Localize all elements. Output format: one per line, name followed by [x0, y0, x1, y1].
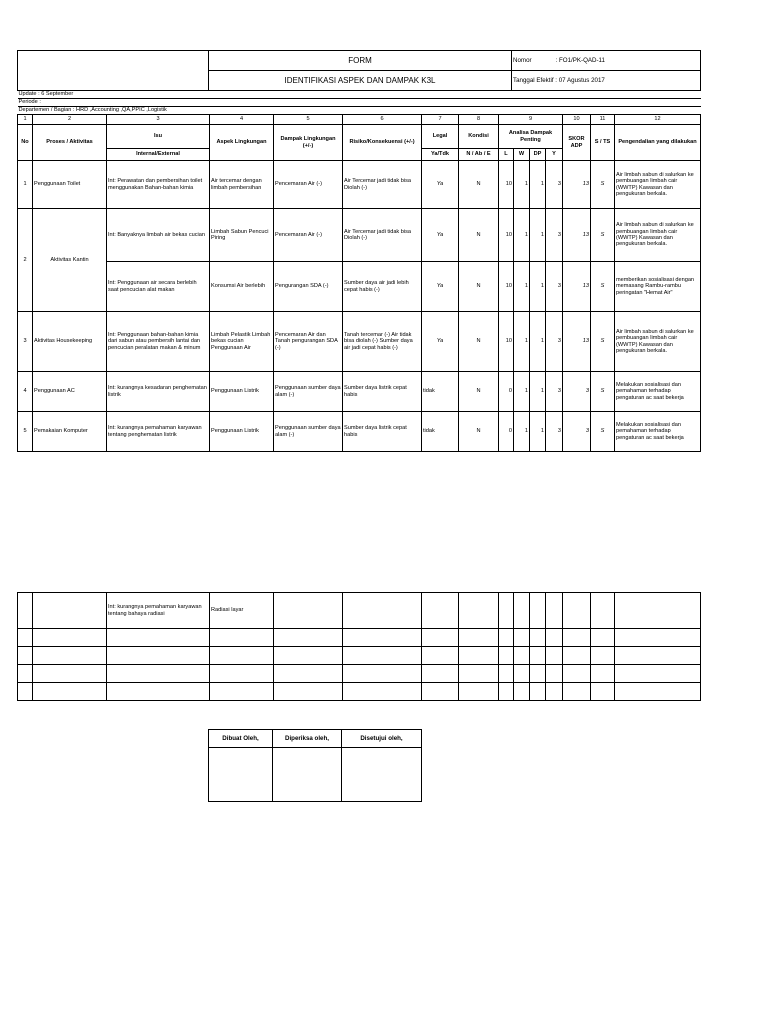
document-title: IDENTIFIKASI ASPEK DAN DAMPAK K3L — [209, 71, 512, 91]
cell-risiko: Sumber daya air jadi lebih cepat habis (-) — [343, 262, 422, 312]
table-row — [18, 683, 701, 701]
cell-aspek: Penggunaan Listrik — [210, 412, 274, 452]
cell-risiko: Sumber daya listrik cepat habis — [343, 372, 422, 412]
cell-aspek: Air tercemar dengan limbah pembersihan — [210, 161, 274, 209]
cell-W: 1 — [514, 209, 530, 262]
cell-legal: Ya — [422, 209, 459, 262]
cell-L: 10 — [499, 161, 514, 209]
cell-W: 1 — [514, 161, 530, 209]
logo-area — [18, 51, 209, 91]
cell-aspek: Penggunaan Listrik — [210, 372, 274, 412]
diperiksa-label: Diperiksa oleh, — [273, 730, 342, 748]
cell-kondisi: N — [459, 372, 499, 412]
cell-DP: 1 — [530, 412, 546, 452]
cell-DP: 1 — [530, 209, 546, 262]
table-row — [18, 262, 701, 312]
cell-isu: Int: Penggunaan air secara berlebih saat pencucian alat makan — [107, 262, 210, 312]
cell-proses: Penggunaan Toilet — [33, 161, 107, 209]
cell-W: 1 — [514, 412, 530, 452]
header-dampak: Dampak Lingkungan (+/-) — [274, 125, 343, 161]
col-number: 6 — [343, 115, 422, 125]
cell-pengendalian: Melakukan sosialisasi dan pemahaman terhadap pengaturan ac saat bekerja — [615, 412, 701, 452]
table-row — [18, 629, 701, 647]
cell-Y: 3 — [546, 412, 563, 452]
cell-aspek: Limbah Sabun Pencuci Piring — [210, 209, 274, 262]
header-proses: Proses / Aktivitas — [33, 125, 107, 161]
table-row — [18, 372, 701, 412]
cell-L: 10 — [499, 209, 514, 262]
cell-legal: tidak — [422, 412, 459, 452]
col-number: 7 — [422, 115, 459, 125]
col-number: 2 — [33, 115, 107, 125]
cell-skor: 13 — [563, 262, 591, 312]
table-row — [18, 209, 701, 262]
cell-pengendalian: memberikan sosialisasi dengan memasang Rambu-rambu peringatan "Hemat Air" — [615, 262, 701, 312]
cell-L: 0 — [499, 372, 514, 412]
cell-proses: Penggunaan AC — [33, 372, 107, 412]
cell-skor: 13 — [563, 209, 591, 262]
cell-dampak: Pencemaran Air (-) — [274, 209, 343, 262]
nomor-cell — [512, 51, 701, 71]
cell-proses: Aktivitas Kantin — [33, 209, 107, 312]
header-W: W — [514, 149, 530, 161]
disetujui-label: Disetujui oleh, — [342, 730, 422, 748]
cell-no: 3 — [18, 312, 33, 372]
header-analisa: Analisa Dampak Penting — [499, 125, 563, 149]
table-row — [18, 161, 701, 209]
table-row — [18, 412, 701, 452]
cell-pengendalian: Melakukan sosialisasi dan pemahaman terhadap pengaturan ac saat bekerja — [615, 372, 701, 412]
cell-skor: 3 — [563, 372, 591, 412]
aspect-impact-table — [17, 90, 701, 452]
cell-st: S — [591, 262, 615, 312]
cell-aspek: Konsumsi Air berlebih — [210, 262, 274, 312]
signature-box — [208, 729, 422, 802]
dibuat-signature — [209, 748, 273, 802]
header-no: No — [18, 125, 33, 161]
periode-line: Periode : — [18, 99, 701, 107]
header-legal: Legal — [422, 125, 459, 149]
cell-legal: tidak — [422, 372, 459, 412]
nomor-label: Nomor — [513, 57, 532, 64]
header-isu-sub: Internal/External — [107, 149, 210, 161]
cell-st: S — [591, 161, 615, 209]
cell-skor: 3 — [563, 412, 591, 452]
cell-kondisi: N — [459, 209, 499, 262]
table-row — [18, 312, 701, 372]
header-legal-sub: Ya/Tdk — [422, 149, 459, 161]
dibuat-label: Dibuat Oleh, — [209, 730, 273, 748]
cell-Y: 3 — [546, 209, 563, 262]
cell-dampak: Pencemaran Air dan Tanah pengurangan SDA (-) — [274, 312, 343, 372]
cell-proses: Pemakaian Komputer — [33, 412, 107, 452]
cell-skor: 13 — [563, 312, 591, 372]
cell-dampak: Penggunaan sumber daya alam (-) — [274, 412, 343, 452]
cell-L: 10 — [499, 312, 514, 372]
cell-pengendalian: Air limbah sabun di salurkan ke pembuangan limbah cair (WWTP) Kawasan dan pengukuran berkala. — [615, 161, 701, 209]
cell-DP: 1 — [530, 161, 546, 209]
tanggal-efektif: Tanggal Efektif : 07 Agustus 2017 — [512, 71, 701, 91]
cell-Y: 3 — [546, 312, 563, 372]
cell-kondisi: N — [459, 161, 499, 209]
cell-L: 10 — [499, 262, 514, 312]
col-number: 12 — [615, 115, 701, 125]
col-number: 5 — [274, 115, 343, 125]
cell-isu: Int: kurangnya kesadaran penghematan listrik — [107, 372, 210, 412]
cell-isu: Int: kurangnya pemahaman karyawan tentang penghematan listrik — [107, 412, 210, 452]
cell-dampak: Penggunaan sumber daya alam (-) — [274, 372, 343, 412]
cell-isu: Int: Banyaknya limbah air bekas cucian — [107, 209, 210, 262]
cell-risiko: Sumber daya listrik cepat habis — [343, 412, 422, 452]
cell-DP: 1 — [530, 262, 546, 312]
cell-pengendalian: Air limbah sabun di salurkan ke pembuangan limbah cair (WWTP) Kawasan dan pengukuran berkala. — [615, 209, 701, 262]
cell-W: 1 — [514, 262, 530, 312]
cell-skor: 13 — [563, 161, 591, 209]
cell-kondisi: N — [459, 262, 499, 312]
form-header — [17, 50, 701, 91]
cell-st: S — [591, 209, 615, 262]
header-pengendalian: Pengendalian yang dilakukan — [615, 125, 701, 161]
cell-dampak: Pencemaran Air (-) — [274, 161, 343, 209]
col-number: 4 — [210, 115, 274, 125]
header-aspek: Aspek Lingkungan — [210, 125, 274, 161]
departemen-line: Departemen / Bagian : HRD ,Accounting ,QA,PPIC ,Logistik — [18, 107, 701, 115]
cell-isu: Int: Perawatan dan pembersihan toilet menggunakan Bahan-bahan kimia — [107, 161, 210, 209]
col-number: 8 — [459, 115, 499, 125]
cell-W: 1 — [514, 312, 530, 372]
cell-Y: 3 — [546, 372, 563, 412]
header-st: S / TS — [591, 125, 615, 161]
cell-no: 4 — [18, 372, 33, 412]
table-row — [18, 665, 701, 683]
cell-isu: Int: Penggunaan bahan-bahan kimia dari sabun atau pembersih lantai dan pencucian peralatan makan & minum — [107, 312, 210, 372]
cell-Y: 3 — [546, 161, 563, 209]
disetujui-signature — [342, 748, 422, 802]
cell-no: 1 — [18, 161, 33, 209]
cell-legal: Ya — [422, 161, 459, 209]
cell-risiko: Air Tercemar jadi tidak bisa Diolah (-) — [343, 161, 422, 209]
cell-pengendalian: Air limbah sabun di salurkan ke pembuangan limbah cair (WWTP) Kawasan dan pengukuran berkala. — [615, 312, 701, 372]
header-L: L — [499, 149, 514, 161]
header-kondisi-sub: N / Ab / E — [459, 149, 499, 161]
col-number: 3 — [107, 115, 210, 125]
cell-risiko: Air Tercemar jadi tidak bisa Diolah (-) — [343, 209, 422, 262]
col-number: 11 — [591, 115, 615, 125]
cell-L: 0 — [499, 412, 514, 452]
cell-kondisi: N — [459, 412, 499, 452]
cell-W: 1 — [514, 372, 530, 412]
cell-no: 5 — [18, 412, 33, 452]
nomor-value: : FO1/PK-QAD-11 — [555, 57, 605, 64]
header-isu: Isu — [107, 125, 210, 149]
cell-Y: 3 — [546, 262, 563, 312]
table-row — [18, 647, 701, 665]
diperiksa-signature — [273, 748, 342, 802]
table-row — [18, 593, 701, 629]
header-DP: DP — [530, 149, 546, 161]
cell-kondisi: N — [459, 312, 499, 372]
cell-isu: Int: kurangnya pemahaman karyawan tentang bahaya radiasi — [107, 593, 210, 629]
header-skor: SKOR ADP — [563, 125, 591, 161]
form-label: FORM — [209, 51, 512, 71]
header-risiko: Risiko/Konsekuensi (+/-) — [343, 125, 422, 161]
cell-dampak: Pengurangan SDA (-) — [274, 262, 343, 312]
cell-st: S — [591, 312, 615, 372]
cell-st: S — [591, 372, 615, 412]
header-kondisi: Kondisi — [459, 125, 499, 149]
header-Y: Y — [546, 149, 563, 161]
cell-DP: 1 — [530, 372, 546, 412]
col-number: 1 — [18, 115, 33, 125]
update-line: Update : 6 September — [18, 91, 701, 99]
cell-proses: Aktivitas Housekeeping — [33, 312, 107, 372]
col-number: 9 — [499, 115, 563, 125]
cell-legal: Ya — [422, 312, 459, 372]
cell-DP: 1 — [530, 312, 546, 372]
cell-legal: Ya — [422, 262, 459, 312]
col-number: 10 — [563, 115, 591, 125]
cell-aspek: Limbah Pelastik Limbah bekas cucian Penggunaan Air — [210, 312, 274, 372]
cell-aspek: Radiasi layar — [210, 593, 274, 629]
lower-table — [17, 592, 701, 701]
cell-no: 2 — [18, 209, 33, 312]
cell-risiko: Tanah tercemar (-) Air tidak bisa diolah (-) Sumber daya air jadi cepat habis (-) — [343, 312, 422, 372]
cell-st: S — [591, 412, 615, 452]
